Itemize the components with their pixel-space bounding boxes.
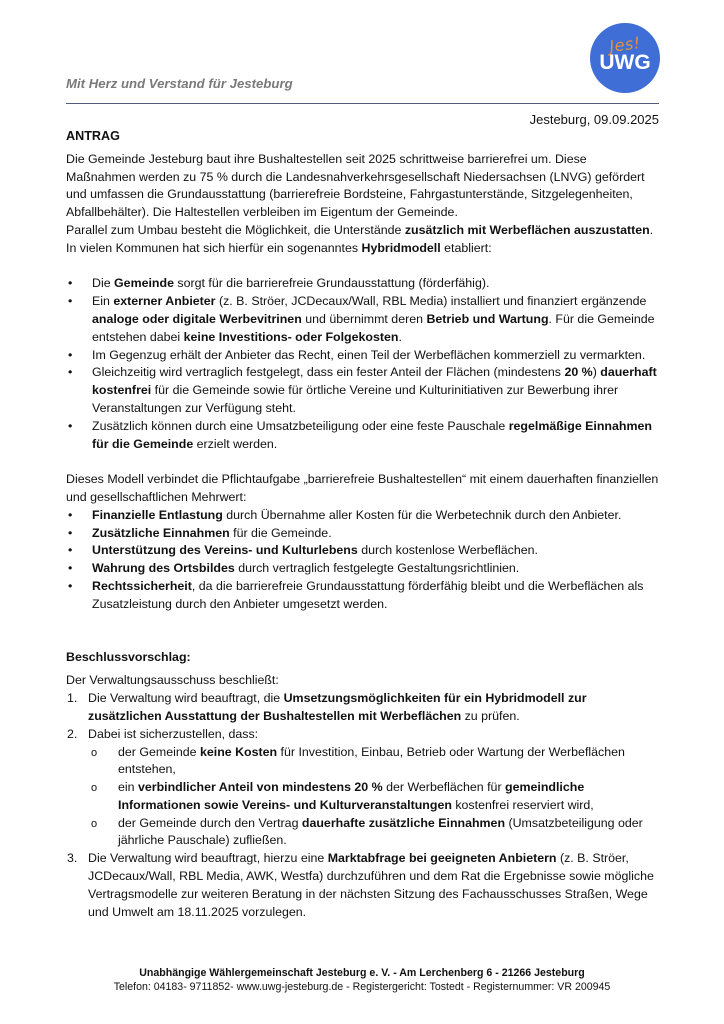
text: Die Verwaltung wird beauftragt, die bbox=[88, 691, 284, 706]
bold-text: Wahrung des Ortsbildes bbox=[92, 561, 235, 576]
list-item bbox=[66, 275, 659, 293]
bold-text: verbindlicher Anteil von mindestens 20 % bbox=[137, 780, 383, 795]
list-item bbox=[66, 347, 659, 365]
document-body bbox=[66, 128, 659, 921]
text: . bbox=[398, 329, 402, 344]
sub-list-item bbox=[88, 744, 659, 780]
bold-text: externer Anbieter bbox=[113, 294, 216, 309]
list-item bbox=[66, 293, 659, 346]
text: durch vertraglich festgelegte Gestaltungsrichtlinien. bbox=[234, 561, 520, 576]
bold-text: gemeindliche Informationen sowie Vereins- und Kulturveranstaltungen bbox=[118, 780, 585, 812]
footer bbox=[0, 966, 724, 994]
text: Im Gegenzug erhält der Anbieter das Recht, einen Teil der Werbeflächen kommerziell zu vermarkten. bbox=[92, 347, 646, 362]
intro-paragraph-2 bbox=[66, 222, 659, 258]
list-item bbox=[66, 418, 659, 454]
benefits-list bbox=[66, 507, 659, 614]
sub-list bbox=[88, 744, 659, 851]
bold-text: 20 % bbox=[564, 365, 593, 380]
sub-list-item bbox=[88, 779, 659, 815]
bold-text: Zusätzliche Einnahmen bbox=[92, 525, 230, 540]
beschluss-heading: Beschlussvorschlag: bbox=[66, 649, 191, 664]
text: Die bbox=[92, 276, 115, 291]
list-item bbox=[66, 690, 659, 726]
text: Dabei ist sicherzustellen, dass: bbox=[88, 726, 259, 741]
text: für die Gemeinde sowie für örtliche Vereine und Kulturinitiativen zur Bewerbung ihrer Veranstaltungen zur Verfügung steht. bbox=[92, 383, 619, 415]
text: der Gemeinde bbox=[118, 744, 200, 759]
header-divider bbox=[66, 103, 659, 104]
text: ) bbox=[592, 365, 601, 380]
text: durch Übernahme aller Kosten für die Werbetechnik durch den Anbieter. bbox=[222, 507, 622, 522]
text: Parallel zum Umbau besteht die Möglichkeit, die Unterstände bbox=[66, 222, 405, 237]
footer-contact: Telefon: 04183- 9711852- www.uwg-jesteburg.de - Registergericht: Tostedt - Registernummer: VR 200945 bbox=[113, 981, 611, 993]
list-item bbox=[66, 542, 659, 560]
bold-text: regelmäßige Einnahmen für die Gemeinde bbox=[92, 418, 652, 451]
bold-text: keine Kosten bbox=[199, 744, 278, 759]
value-intro: Dieses Modell verbindet die Pflichtaufgabe „barrierefreie Bushaltestellen“ mit einem dauerhaften finanziellen und gesellschaftlichen Mehrwert: bbox=[66, 472, 659, 504]
tagline: Mit Herz und Verstand für Jesteburg bbox=[66, 76, 293, 91]
text: kostenfrei reserviert wird, bbox=[451, 797, 594, 812]
list-item bbox=[66, 850, 659, 921]
list-item bbox=[66, 364, 659, 417]
text: (Umsatzbeteiligung oder jährliche Pauschale) zufließen. bbox=[118, 815, 643, 848]
bold-text: zusätzlich mit Werbeflächen auszustatten bbox=[404, 222, 650, 237]
bold-text: Finanzielle Entlastung bbox=[92, 507, 223, 522]
list-item bbox=[66, 507, 659, 525]
item-number: 2. bbox=[67, 726, 78, 741]
text: sorgt für die barrierefreie Grundausstattung (förderfähig). bbox=[173, 276, 490, 291]
text: . In vielen Kommunen hat sich hierfür ein sogenanntes bbox=[66, 222, 654, 255]
text: und übernimmt deren bbox=[301, 311, 427, 326]
uwg-logo bbox=[590, 23, 660, 93]
text: ein bbox=[118, 780, 138, 795]
document-heading: ANTRAG bbox=[66, 129, 120, 143]
bold-text: analoge oder digitale Werbevitrinen bbox=[92, 311, 302, 326]
list-item bbox=[66, 726, 659, 851]
beschluss-list bbox=[66, 690, 659, 921]
beschluss-intro: Der Verwaltungsausschuss beschließt: bbox=[66, 673, 279, 688]
text: Die Verwaltung wird beauftragt, hierzu eine bbox=[88, 851, 328, 866]
list-item bbox=[66, 525, 659, 543]
text: der Werbeflächen für bbox=[382, 780, 506, 795]
bold-text: Gemeinde bbox=[114, 276, 174, 291]
bold-text: Marktabfrage bei geeigneten Anbietern bbox=[327, 851, 557, 866]
text: der Gemeinde durch den Vertrag bbox=[118, 815, 302, 830]
bold-text: Rechtssicherheit bbox=[92, 578, 192, 593]
bold-text: Unterstützung des Vereins- und Kulturlebens bbox=[92, 543, 358, 558]
logo-uwg-text: UWG bbox=[599, 51, 651, 74]
text: . Für die Gemeinde entstehen dabei bbox=[92, 311, 655, 344]
document-date: Jesteburg, 09.09.2025 bbox=[529, 112, 659, 127]
logo-jes-text: Jes! bbox=[608, 32, 642, 57]
text: , da die barrierefreie Grundausstattung förderfähig bleibt und die Werbeflächen als Zusatzleistung durch den Anbieter umgesetzt werden. bbox=[92, 578, 644, 611]
bold-text: keine Investitions- oder Folgekosten bbox=[183, 329, 399, 344]
text: Ein bbox=[92, 294, 114, 309]
bold-text: Umsetzungsmöglichkeiten für ein Hybridmodell zur zusätzlichen Ausstattung der Bushaltestellen mit Werbeflächen bbox=[88, 691, 587, 723]
text: zu prüfen. bbox=[461, 708, 520, 723]
bold-text: Betrieb und Wartung bbox=[426, 311, 549, 326]
bold-text: dauerhafte zusätzliche Einnahmen bbox=[301, 815, 506, 830]
text: für die Gemeinde. bbox=[229, 525, 332, 540]
model-points-list bbox=[66, 275, 659, 453]
text: etabliert: bbox=[440, 240, 492, 255]
bold-text: Hybridmodell bbox=[361, 240, 441, 255]
text: Zusätzlich können durch eine Umsatzbeteiligung oder eine feste Pauschale bbox=[92, 418, 509, 433]
text: (z. B. Ströer, JCDecaux/Wall, RBL Media, AWK, Westfa) durchzuführen und dem Rat die Ergebnisse sowie mögliche Vertragsmodelle zur weiteren Beratung in der nächsten Sitzung des Fachausschusses Straßen, Wege und Umwelt am 18.11.2025 vorzulegen. bbox=[88, 851, 654, 919]
item-number: 1. bbox=[67, 691, 78, 706]
bold-text: dauerhaft kostenfrei bbox=[92, 365, 657, 398]
intro-paragraph: Die Gemeinde Jesteburg baut ihre Bushaltestellen seit 2025 schrittweise barrierefrei um. Diese Maßnahmen werden zu 75 % durch die Landesnahverkehrsgesellschaft Niedersachsen (LNVG) gefördert und umfassen die Grundausstattung (barrierefreie Bordsteine, Fahrgastunterstände, Sitzgelegenheiten, Abfallbehälter). Die Haltestellen verbleiben im Eigentum der Gemeinde. bbox=[66, 151, 645, 220]
text: für Investition, Einbau, Betrieb oder Wartung der Werbeflächen entstehen, bbox=[118, 744, 625, 777]
text: (z. B. Ströer, JCDecaux/Wall, RBL Media) installiert und finanziert ergänzende bbox=[215, 294, 647, 309]
text: erzielt werden. bbox=[193, 436, 278, 451]
text: durch kostenlose Werbeflächen. bbox=[357, 543, 538, 558]
list-item bbox=[66, 560, 659, 578]
sub-list-item bbox=[88, 815, 659, 851]
item-number: 3. bbox=[67, 851, 78, 866]
text: Gleichzeitig wird vertraglich festgelegt, dass ein fester Anteil der Flächen (mindestens bbox=[92, 365, 565, 380]
footer-address: Unabhängige Wählergemeinschaft Jesteburg e. V. - Am Lerchenberg 6 - 21266 Jesteburg bbox=[139, 967, 585, 979]
list-item bbox=[66, 578, 659, 614]
